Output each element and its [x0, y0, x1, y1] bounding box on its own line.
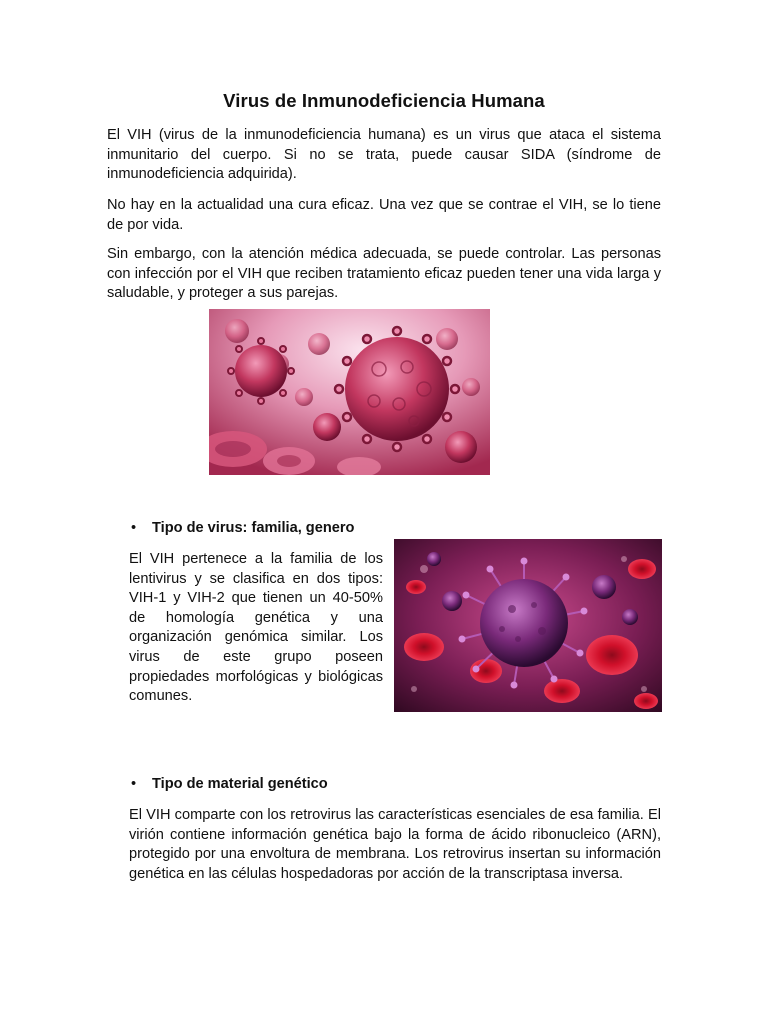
intro-paragraph-1: El VIH (virus de la inmunodeficiencia humana) es un virus que ataca el sistema inmunitario del cuerpo. Si no se trata, puede causar SIDA (síndrome de inmunodeficiencia adquirida).: [107, 127, 661, 183]
bullet-glyph: •: [131, 776, 137, 792]
section-heading-text: Tipo de material genético: [152, 776, 328, 792]
intro-paragraph-3: Sin embargo, con la atención médica adecuada, se puede controlar. Las personas con infección por el VIH que reciben tratamiento eficaz pueden tener una vida larga y saludable, y proteger a sus parejas.: [107, 246, 661, 302]
section-body-genetic-material: El VIH comparte con los retrovirus las características esenciales de esa familia. El virión contiene información genética bajo la forma de ácido ribonucleico (ARN), protegido por una envoltura de membrana. Los retrovirus insertan su información genética en las células hospedadoras por acción de la transcriptasa inversa.: [129, 807, 661, 882]
bullet-glyph: •: [131, 520, 137, 536]
page-title: Virus de Inmunodeficiencia Humana: [223, 90, 545, 111]
section-heading-text: Tipo de virus: familia, genero: [152, 520, 355, 536]
virus-illustration-purple: [394, 539, 662, 712]
section-heading-virus-type: [131, 519, 354, 538]
virus-illustration-pink: [209, 309, 490, 475]
intro-paragraph-2: No hay en la actualidad una cura eficaz. Una vez que se contrae el VIH, se lo tiene de por vida.: [107, 197, 661, 233]
section-heading-genetic-material: [131, 775, 328, 794]
section-body-virus-type: El VIH pertenece a la familia de los lentivirus y se clasifica en dos tipos: VIH-1 y VIH-2 que tienen un 40-50% de homología genética y una organización genómica similar. Los virus de este grupo poseen propiedades morfológicas y biológicas comunes.: [129, 551, 383, 705]
